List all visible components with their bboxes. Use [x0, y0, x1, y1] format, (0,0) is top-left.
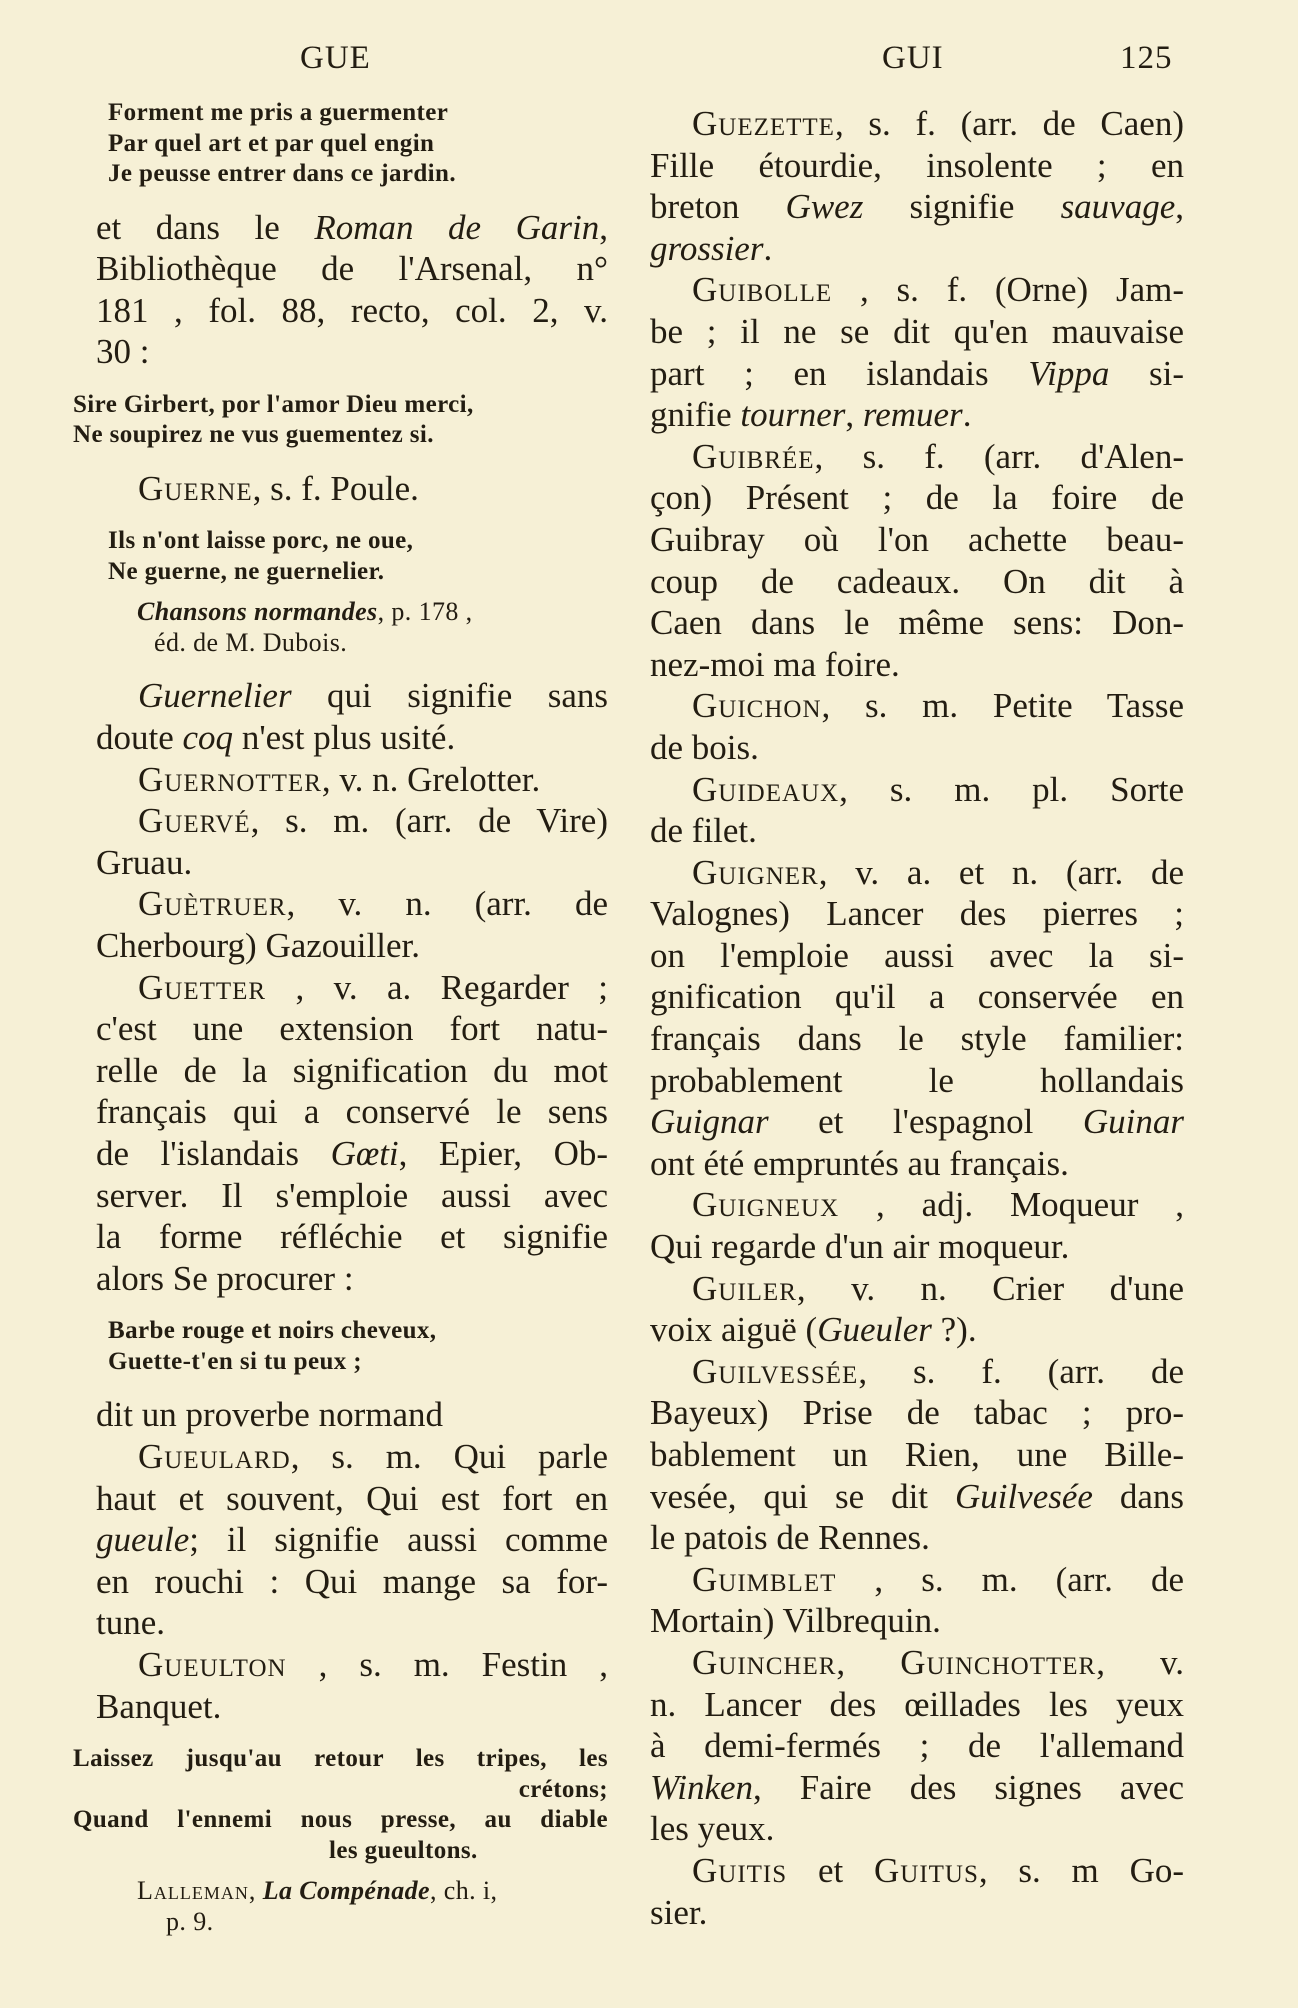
text-line — [96, 207, 608, 249]
italic-text: Guernelier — [138, 676, 292, 716]
headword: Guichon — [692, 686, 822, 726]
text-line — [650, 685, 1184, 727]
text-line — [650, 1517, 1184, 1559]
text-segment: si- — [1109, 353, 1185, 393]
headword: Guiler — [692, 1268, 797, 1308]
text-segment: Mortain) Vilbrequin. — [650, 1601, 941, 1641]
text-line — [96, 1133, 608, 1175]
text-segment: qui signifie sans — [291, 676, 608, 716]
text-line — [96, 1216, 608, 1258]
text-line — [96, 1050, 608, 1092]
text-line — [96, 759, 608, 801]
text-segment: les yeux. — [650, 1809, 775, 1849]
text-line — [650, 1476, 1184, 1518]
text-segment: , ch. i, — [429, 1876, 498, 1906]
text-segment: , — [1175, 187, 1185, 227]
text-line — [650, 1060, 1184, 1102]
text-segment: tune. — [96, 1603, 166, 1643]
text-segment: ?). — [931, 1310, 977, 1350]
text-line — [96, 967, 608, 1009]
text-line — [96, 331, 608, 373]
headword: Lalleman — [137, 1876, 249, 1906]
verse-line — [96, 1316, 608, 1347]
verse-line — [73, 390, 608, 421]
text-line — [650, 1600, 1184, 1642]
text-line — [650, 893, 1184, 935]
text-segment: éd. de M. Dubois. — [154, 627, 348, 657]
text-segment: crétons; — [518, 1775, 608, 1803]
text-segment: coup de cadeaux. On dit à — [650, 561, 1184, 601]
text-line — [96, 1602, 608, 1644]
italic-text: Gœti — [330, 1134, 399, 1173]
text-line — [650, 1808, 1184, 1850]
text-segment: la forme réfléchie et signifie — [96, 1217, 608, 1257]
italic-text: Chansons normandes — [137, 597, 378, 627]
text-line — [650, 311, 1184, 353]
text-segment: , s. m. (arr. de Vire) — [250, 801, 608, 841]
text-line — [96, 1091, 608, 1133]
verse-line — [96, 557, 608, 588]
text-line — [96, 1644, 608, 1686]
text-line — [650, 1184, 1184, 1226]
text-segment: Guibray où l'on achette beau- — [650, 519, 1184, 559]
italic-text: coq — [182, 718, 234, 758]
verse-line — [96, 1836, 608, 1867]
text-line — [650, 1725, 1184, 1767]
headword: Guibolle — [692, 270, 833, 310]
headword: Guitis — [692, 1850, 788, 1890]
text-segment: , — [599, 207, 608, 247]
text-line — [96, 248, 608, 290]
text-segment: alors Se procurer : — [96, 1258, 354, 1298]
text-segment: dit un proverbe normand — [96, 1395, 443, 1435]
italic-text: Roman de Garin — [314, 207, 600, 247]
text-line — [650, 1434, 1184, 1476]
text-line — [96, 290, 608, 332]
text-line — [650, 976, 1184, 1018]
text-segment: Qui regarde d'un air moqueur. — [650, 1227, 1070, 1267]
text-segment: français dans le style familier: — [650, 1019, 1184, 1059]
citation-line — [96, 1907, 608, 1938]
text-line — [650, 103, 1184, 145]
text-segment: en rouchi : Qui mange sa for- — [96, 1561, 608, 1601]
text-line — [96, 1519, 608, 1561]
text-line — [650, 1392, 1184, 1434]
italic-text: tourner — [740, 395, 846, 435]
text-segment: breton — [650, 187, 786, 227]
text-segment: Banquet. — [96, 1686, 222, 1726]
headword: Guilvessée — [692, 1351, 859, 1391]
text-line — [650, 1559, 1184, 1601]
text-line — [650, 186, 1184, 228]
text-segment: , Epier, Ob- — [398, 1134, 608, 1173]
headword: Guezette — [692, 104, 835, 143]
headword: Guideaux — [692, 769, 840, 809]
text-line — [96, 717, 608, 759]
italic-text: Guinar — [1082, 1102, 1184, 1142]
text-segment: Guette-t'en si tu peux ; — [108, 1347, 363, 1375]
text-line — [650, 1767, 1184, 1809]
text-line — [96, 925, 608, 967]
citation-line — [96, 597, 608, 628]
text-segment: nez-moi ma foire. — [650, 644, 900, 684]
headword: Guitus — [873, 1850, 979, 1890]
text-segment: , s. f. Poule. — [252, 468, 419, 508]
headword: Guervé — [138, 801, 251, 841]
text-segment: Fille étourdie, insolente ; en — [650, 145, 1184, 185]
headword: Guetter — [138, 967, 267, 1007]
text-line — [96, 468, 608, 510]
text-line — [650, 1642, 1184, 1684]
text-line — [650, 1268, 1184, 1310]
text-segment: à demi-fermés ; de l'allemand — [650, 1726, 1184, 1766]
text-segment: , v. a. et n. (arr. de — [818, 852, 1184, 892]
text-segment: probablement le hollandais — [650, 1060, 1184, 1100]
text-segment: , s. f. (arr. d'Alen- — [814, 436, 1184, 476]
text-segment: dans — [1092, 1476, 1185, 1516]
right-column — [650, 103, 1184, 1933]
text-line — [650, 394, 1184, 436]
text-segment: les gueultons. — [329, 1836, 478, 1864]
text-segment: , s. m. Qui parle — [290, 1436, 608, 1476]
verse-line — [96, 1775, 608, 1806]
verse-line — [73, 420, 608, 451]
text-segment: , — [845, 395, 863, 435]
text-segment: be ; il ne se dit qu'en mauvaise — [650, 311, 1184, 351]
italic-text: Gueuler — [817, 1310, 932, 1350]
text-segment: n. Lancer des œillades les yeux — [650, 1684, 1184, 1724]
verse-line — [73, 1805, 608, 1836]
text-segment: , v. n. Crier d'une — [796, 1268, 1184, 1308]
text-segment: , — [248, 1876, 263, 1906]
headword: Guigner — [692, 852, 819, 892]
text-line — [650, 769, 1184, 811]
verse-line — [96, 526, 608, 557]
headword: Gueulard — [138, 1436, 291, 1476]
text-segment: signifie — [863, 187, 1061, 227]
text-segment: Valognes) Lancer des pierres ; — [650, 894, 1184, 934]
text-segment: gnifie — [650, 395, 741, 435]
text-segment: Bayeux) Prise de tabac ; pro- — [650, 1393, 1184, 1433]
text-line — [96, 1561, 608, 1603]
headword: Guètruer — [138, 884, 287, 924]
italic-text: Guignar — [650, 1102, 769, 1142]
text-segment: ; il signifie aussi comme — [189, 1520, 608, 1560]
text-segment: Laissez jusqu'au retour les tripes, les — [73, 1745, 608, 1773]
text-segment: , s. m Go- — [978, 1850, 1184, 1890]
text-segment: , adj. Moqueur , — [839, 1185, 1184, 1225]
text-segment: ont été empruntés au français. — [650, 1143, 1069, 1183]
text-segment: Ils n'ont laisse porc, ne oue, — [108, 527, 414, 555]
text-segment: Barbe rouge et noirs cheveux, — [108, 1317, 437, 1345]
text-segment: , s. f. (Orne) Jam- — [832, 270, 1184, 310]
text-line — [650, 1850, 1184, 1892]
text-line — [650, 269, 1184, 311]
page-number: 125 — [1120, 40, 1173, 76]
headword: Guincher — [692, 1642, 837, 1682]
text-segment: et — [787, 1850, 874, 1890]
left-column — [73, 98, 608, 1937]
text-segment: server. Il s'emploie aussi avec — [96, 1175, 608, 1215]
text-line — [96, 1258, 608, 1300]
text-line — [650, 145, 1184, 187]
text-segment: Cherbourg) Gazouiller. — [96, 926, 420, 966]
text-segment: 30 : — [96, 332, 150, 372]
text-segment: Gruau. — [96, 842, 193, 882]
text-segment: et dans le — [96, 207, 315, 247]
text-line — [96, 800, 608, 842]
verse-line — [96, 1347, 608, 1378]
text-line — [650, 228, 1184, 270]
text-line — [650, 852, 1184, 894]
text-segment: sier. — [650, 1892, 708, 1932]
text-segment: , s. m. pl. Sorte — [839, 769, 1184, 809]
text-segment: , s. f. (arr. de — [858, 1351, 1184, 1391]
text-line — [650, 935, 1184, 977]
text-line — [650, 1018, 1184, 1060]
text-segment: Caen dans le même sens: Don- — [650, 603, 1184, 643]
text-line — [96, 1008, 608, 1050]
text-segment: , Faire des signes avec — [753, 1767, 1184, 1807]
text-segment: part ; en islandais — [650, 353, 1029, 393]
text-line — [650, 477, 1184, 519]
text-segment: Je peusse entrer dans ce jardin. — [108, 160, 456, 187]
text-line — [650, 1684, 1184, 1726]
text-segment: et l'espagnol — [768, 1102, 1083, 1142]
text-segment: çon) Présent ; de la foire de — [650, 478, 1184, 518]
text-line — [650, 1143, 1184, 1185]
text-segment: n'est plus usité. — [233, 718, 456, 758]
headword: Guigneux — [692, 1185, 840, 1225]
text-segment: bablement un Rien, une Bille- — [650, 1435, 1184, 1474]
text-line — [650, 644, 1184, 686]
text-line — [650, 353, 1184, 395]
headword: Guimblet — [692, 1559, 837, 1599]
running-head-right: GUI — [882, 40, 944, 76]
text-segment: on l'emploie aussi avec la si- — [650, 935, 1184, 975]
text-line — [96, 1436, 608, 1478]
italic-text: gueule — [96, 1520, 190, 1560]
headword: Guibrée — [692, 436, 815, 476]
text-segment: , — [836, 1642, 901, 1682]
verse-line — [96, 129, 608, 160]
text-line — [650, 1892, 1184, 1934]
text-segment: p. 9. — [166, 1906, 214, 1936]
text-segment: , s. m. Festin , — [286, 1644, 608, 1684]
text-line — [96, 1478, 608, 1520]
text-line — [650, 1101, 1184, 1143]
text-segment: , s. m. (arr. de — [836, 1559, 1184, 1599]
text-line — [96, 883, 608, 925]
text-segment: le patois de Rennes. — [650, 1518, 930, 1558]
text-segment: doute — [96, 718, 183, 758]
headword: Guerne — [138, 468, 253, 508]
text-segment: Ne guerne, ne guernelier. — [108, 557, 385, 585]
text-segment: Par quel art et par quel engin — [108, 129, 435, 157]
text-segment: Quand l'ennemi nous presse, au diable — [73, 1806, 608, 1834]
text-segment: c'est une extension fort natu- — [96, 1009, 608, 1049]
text-line — [650, 1309, 1184, 1351]
text-segment: Ne soupirez ne vus guementez si. — [73, 421, 434, 449]
text-segment: gnification qu'il a conservée en — [650, 977, 1184, 1017]
italic-text: La Compénade — [262, 1876, 430, 1906]
text-segment: , v. n. (arr. de — [286, 884, 608, 924]
text-segment: , v. — [1096, 1642, 1185, 1682]
text-line — [650, 1351, 1184, 1393]
italic-text: Guilvesée — [954, 1476, 1093, 1516]
citation-line — [96, 628, 608, 659]
text-line — [650, 810, 1184, 852]
text-segment: de filet. — [650, 811, 757, 851]
headword: Guernotter — [138, 759, 322, 799]
text-line — [96, 842, 608, 884]
citation-line — [96, 1876, 608, 1907]
italic-text: Vippa — [1028, 353, 1110, 393]
text-segment: relle de la signification du mot — [96, 1050, 608, 1090]
headword: Gueulton — [138, 1644, 287, 1684]
text-line — [650, 602, 1184, 644]
text-segment: de bois. — [650, 727, 759, 767]
text-segment: , v. a. Regarder ; — [266, 967, 608, 1007]
text-line — [650, 561, 1184, 603]
verse-line — [96, 159, 608, 190]
text-line — [650, 519, 1184, 561]
text-segment: . — [962, 395, 972, 435]
running-head-left: GUE — [300, 40, 371, 76]
text-segment: 181 , fol. 88, recto, col. 2, v. — [96, 290, 608, 330]
text-line — [96, 675, 608, 717]
text-line — [650, 1226, 1184, 1268]
italic-text: remuer — [862, 395, 963, 435]
text-line — [96, 1394, 608, 1436]
text-segment: Bibliothèque de l'Arsenal, n° — [96, 249, 608, 289]
text-segment: haut et souvent, Qui est fort en — [96, 1478, 608, 1518]
text-line — [96, 1686, 608, 1728]
text-segment: Forment me pris a guermenter — [108, 99, 449, 126]
italic-text: grossier — [650, 228, 764, 268]
verse-line — [96, 98, 608, 129]
text-line — [96, 1175, 608, 1217]
italic-text: sauvage — [1060, 187, 1176, 227]
text-segment: , s. m. Petite Tasse — [821, 686, 1184, 726]
italic-text: Winken — [650, 1767, 754, 1807]
text-segment: français qui a conservé le sens — [96, 1092, 608, 1132]
text-line — [650, 727, 1184, 769]
italic-text: Gwez — [785, 187, 864, 227]
text-segment: , v. n. Grelotter. — [321, 759, 541, 799]
headword: Guinchotter — [900, 1642, 1097, 1682]
text-line — [650, 436, 1184, 478]
text-segment: , p. 178 , — [377, 597, 473, 627]
text-segment: . — [763, 228, 773, 268]
text-segment: voix aiguë ( — [650, 1310, 818, 1350]
text-segment: de l'islandais — [96, 1134, 331, 1173]
text-segment: , s. f. (arr. de Caen) — [834, 104, 1184, 143]
text-segment: vesée, qui se dit — [650, 1476, 955, 1516]
text-segment: Sire Girbert, por l'amor Dieu merci, — [73, 390, 474, 418]
verse-line — [73, 1744, 608, 1775]
